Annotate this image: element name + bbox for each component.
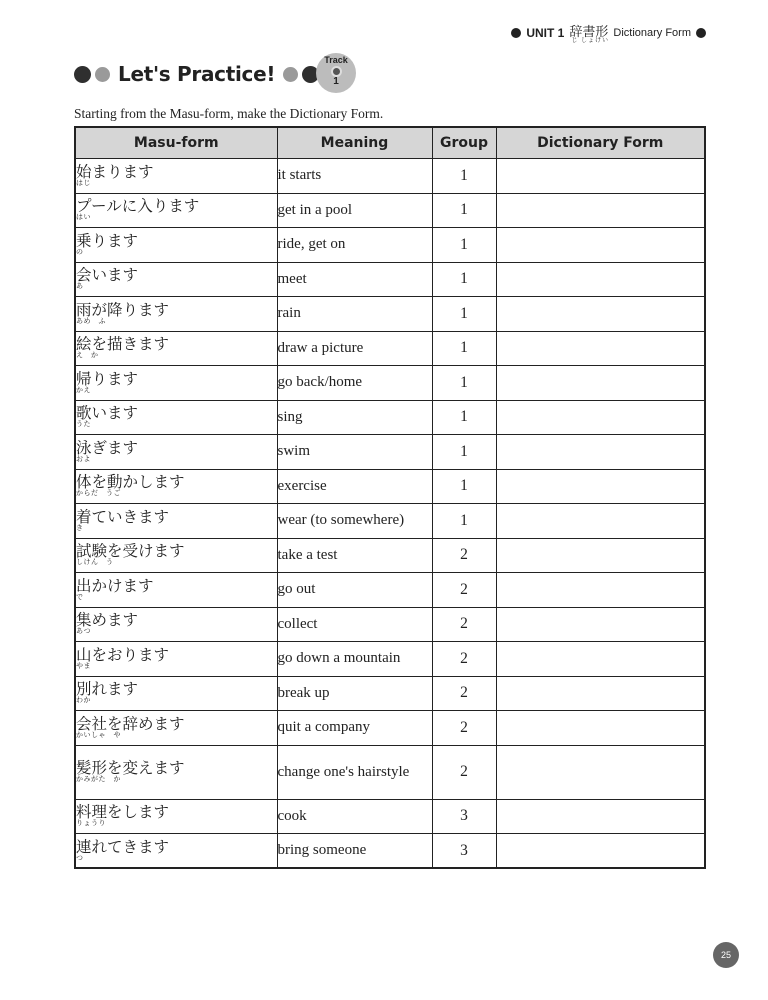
meaning-cell: take a test <box>277 538 432 573</box>
group-cell: 3 <box>432 799 496 834</box>
table-row <box>75 834 705 869</box>
dictionary-form-input[interactable] <box>496 573 705 608</box>
masu-form-text: 乗ります <box>76 231 139 250</box>
masu-form-group <box>76 756 185 784</box>
meaning-cell: change one's hairstyle <box>277 745 432 799</box>
group-cell: 3 <box>432 834 496 869</box>
furigana: え か <box>76 351 99 360</box>
meaning-cell: collect <box>277 607 432 642</box>
table-row <box>75 538 705 573</box>
table-row <box>75 504 705 539</box>
masu-form-group <box>76 800 169 828</box>
meaning-cell: bring someone <box>277 834 432 869</box>
dictionary-form-input[interactable] <box>496 297 705 332</box>
section-title <box>74 62 319 86</box>
masu-form-group <box>76 643 169 671</box>
meaning-cell: cook <box>277 799 432 834</box>
table-row <box>75 676 705 711</box>
group-cell: 1 <box>432 400 496 435</box>
instruction-text: Starting from the Masu-form, make the Dictionary Form. <box>74 106 384 121</box>
dictionary-form-input[interactable] <box>496 228 705 263</box>
masu-form-text: 会います <box>76 266 139 285</box>
table-row <box>75 469 705 504</box>
meaning-cell: rain <box>277 297 432 332</box>
furigana: の <box>76 247 84 256</box>
masu-form-cell <box>75 834 277 869</box>
furigana: わか <box>76 696 91 705</box>
meaning-cell: draw a picture <box>277 331 432 366</box>
furigana: き <box>76 523 84 532</box>
masu-form-cell <box>75 504 277 539</box>
masu-form-group <box>76 436 138 464</box>
unit-japanese-title <box>569 21 608 44</box>
masu-form-text: 着ていきます <box>76 507 170 526</box>
dictionary-form-input[interactable] <box>496 538 705 573</box>
practice-table <box>74 126 706 869</box>
masu-form-group <box>76 835 169 863</box>
dictionary-form-input[interactable] <box>496 504 705 539</box>
masu-form-cell <box>75 297 277 332</box>
table-row <box>75 331 705 366</box>
masu-form-cell <box>75 435 277 470</box>
group-cell: 1 <box>432 435 496 470</box>
group-cell: 1 <box>432 331 496 366</box>
table-row <box>75 642 705 677</box>
dictionary-form-input[interactable] <box>496 711 705 746</box>
group-cell: 2 <box>432 607 496 642</box>
furigana: つ <box>76 853 84 862</box>
masu-form-group <box>76 367 138 395</box>
dictionary-form-input[interactable] <box>496 366 705 401</box>
furigana: かいしゃ や <box>76 730 121 739</box>
masu-form-cell <box>75 193 277 228</box>
table-row <box>75 711 705 746</box>
meaning-cell: it starts <box>277 159 432 194</box>
bullet-dot-icon <box>511 28 521 38</box>
dictionary-form-input[interactable] <box>496 159 705 194</box>
furigana: しけん う <box>76 558 114 567</box>
masu-form-cell <box>75 607 277 642</box>
masu-form-cell <box>75 799 277 834</box>
masu-form-cell <box>75 642 277 677</box>
masu-form-group <box>76 263 138 291</box>
meaning-cell: sing <box>277 400 432 435</box>
group-cell: 1 <box>432 504 496 539</box>
header-meaning: Meaning <box>277 127 432 159</box>
masu-form-cell <box>75 228 277 263</box>
dictionary-form-input[interactable] <box>496 262 705 297</box>
masu-form-cell <box>75 400 277 435</box>
table-row <box>75 400 705 435</box>
masu-form-cell <box>75 538 277 573</box>
table-row <box>75 799 705 834</box>
table-row <box>75 435 705 470</box>
masu-form-group <box>76 539 185 567</box>
section-title-text: Let's Practice! <box>118 62 276 86</box>
masu-form-text: 雨が降ります <box>76 300 170 319</box>
table-row <box>75 366 705 401</box>
group-cell: 2 <box>432 711 496 746</box>
table-row <box>75 573 705 608</box>
meaning-cell: get in a pool <box>277 193 432 228</box>
furigana: かみがた か <box>76 775 121 783</box>
group-cell: 1 <box>432 159 496 194</box>
dictionary-form-input[interactable] <box>496 469 705 504</box>
masu-form-text: 料理をします <box>76 803 170 822</box>
furigana: はい <box>76 213 91 222</box>
meaning-cell: quit a company <box>277 711 432 746</box>
masu-form-text: 帰ります <box>76 369 139 388</box>
meaning-cell: swim <box>277 435 432 470</box>
masu-form-cell <box>75 745 277 799</box>
group-cell: 2 <box>432 573 496 608</box>
meaning-cell: exercise <box>277 469 432 504</box>
masu-form-cell <box>75 366 277 401</box>
table-row <box>75 607 705 642</box>
table-row <box>75 745 705 799</box>
masu-form-group <box>76 298 169 326</box>
masu-form-cell <box>75 711 277 746</box>
masu-form-text: 連れてきます <box>76 837 170 856</box>
masu-form-group <box>76 401 138 429</box>
table-row <box>75 297 705 332</box>
masu-form-text: 体を動かします <box>76 473 185 492</box>
bullet-dot-icon <box>696 28 706 38</box>
masu-form-text: 別れます <box>76 680 139 699</box>
header-masu-form: Masu-form <box>75 127 277 159</box>
table-row <box>75 159 705 194</box>
furigana: あつ <box>76 627 91 636</box>
furigana: はじ <box>76 178 91 187</box>
dictionary-form-input[interactable] <box>496 193 705 228</box>
meaning-cell: go out <box>277 573 432 608</box>
group-cell: 1 <box>432 228 496 263</box>
masu-form-group <box>76 677 138 705</box>
masu-form-group <box>76 194 199 222</box>
masu-form-text: プールに入ります <box>76 197 200 216</box>
unit-jp-text: 辞書形 <box>569 24 609 39</box>
masu-form-text: 歌います <box>76 404 139 423</box>
masu-form-text: 集めます <box>76 611 139 630</box>
meaning-cell: go back/home <box>277 366 432 401</box>
dictionary-form-input[interactable] <box>496 799 705 834</box>
furigana: およ <box>76 454 91 463</box>
furigana: りょうり <box>76 819 106 828</box>
track-number: 1 <box>333 76 339 87</box>
meaning-cell: meet <box>277 262 432 297</box>
dictionary-form-input[interactable] <box>496 331 705 366</box>
bullet-gray-icon <box>95 67 110 82</box>
unit-english-title: Dictionary Form <box>613 26 691 39</box>
dictionary-form-input[interactable] <box>496 435 705 470</box>
table-row <box>75 228 705 263</box>
masu-form-group <box>76 608 138 636</box>
masu-form-cell <box>75 573 277 608</box>
unit-label: UNIT 1 <box>526 25 565 40</box>
meaning-cell: ride, get on <box>277 228 432 263</box>
masu-form-cell <box>75 676 277 711</box>
masu-form-group <box>76 160 154 188</box>
unit-header <box>511 21 706 44</box>
masu-form-cell <box>75 331 277 366</box>
group-cell: 2 <box>432 745 496 799</box>
furigana: からだ うご <box>76 489 121 498</box>
masu-form-cell <box>75 469 277 504</box>
masu-form-cell <box>75 262 277 297</box>
masu-form-text: 始まります <box>76 162 154 181</box>
table-row <box>75 262 705 297</box>
dictionary-form-input[interactable] <box>496 642 705 677</box>
group-cell: 1 <box>432 469 496 504</box>
group-cell: 2 <box>432 538 496 573</box>
masu-form-group <box>76 332 169 360</box>
masu-form-text: 泳ぎます <box>76 438 139 457</box>
furigana: かえ <box>76 385 91 394</box>
group-cell: 1 <box>432 366 496 401</box>
dictionary-form-input[interactable] <box>496 676 705 711</box>
meaning-cell: go down a mountain <box>277 642 432 677</box>
audio-track-badge[interactable] <box>316 53 356 93</box>
masu-form-text: 髪形を変えます <box>76 759 185 777</box>
masu-form-group <box>76 470 185 498</box>
table-body <box>75 159 705 869</box>
group-cell: 1 <box>432 193 496 228</box>
masu-form-group <box>76 574 154 602</box>
masu-form-text: 山をおります <box>76 645 170 664</box>
masu-form-text: 絵を描きます <box>76 335 170 354</box>
dictionary-form-input[interactable] <box>496 745 705 799</box>
track-label: Track <box>324 55 348 65</box>
header-dictionary-form: Dictionary Form <box>496 127 705 159</box>
furigana: で <box>76 592 84 601</box>
table-header-row <box>75 127 705 159</box>
table-row <box>75 193 705 228</box>
page-number: 25 <box>713 942 739 968</box>
group-cell: 2 <box>432 676 496 711</box>
masu-form-text: 出かけます <box>76 576 154 595</box>
header-group: Group <box>432 127 496 159</box>
unit-jp-reading: じ しょけい <box>571 38 610 44</box>
meaning-cell: wear (to somewhere) <box>277 504 432 539</box>
group-cell: 1 <box>432 297 496 332</box>
furigana: あめ ふ <box>76 316 106 325</box>
masu-form-text: 会社を辞めます <box>76 714 185 733</box>
dictionary-form-input[interactable] <box>496 400 705 435</box>
meaning-cell: break up <box>277 676 432 711</box>
group-cell: 2 <box>432 642 496 677</box>
masu-form-group <box>76 712 185 740</box>
masu-form-group <box>76 505 169 533</box>
dictionary-form-input[interactable] <box>496 834 705 869</box>
furigana: うた <box>76 420 91 429</box>
masu-form-text: 試験を受けます <box>76 542 185 561</box>
masu-form-cell <box>75 159 277 194</box>
bullet-gray-icon <box>283 67 298 82</box>
masu-form-group <box>76 229 138 257</box>
dictionary-form-input[interactable] <box>496 607 705 642</box>
furigana: あ <box>76 282 84 291</box>
bullet-dark-icon <box>74 66 91 83</box>
group-cell: 1 <box>432 262 496 297</box>
furigana: やま <box>76 661 91 670</box>
